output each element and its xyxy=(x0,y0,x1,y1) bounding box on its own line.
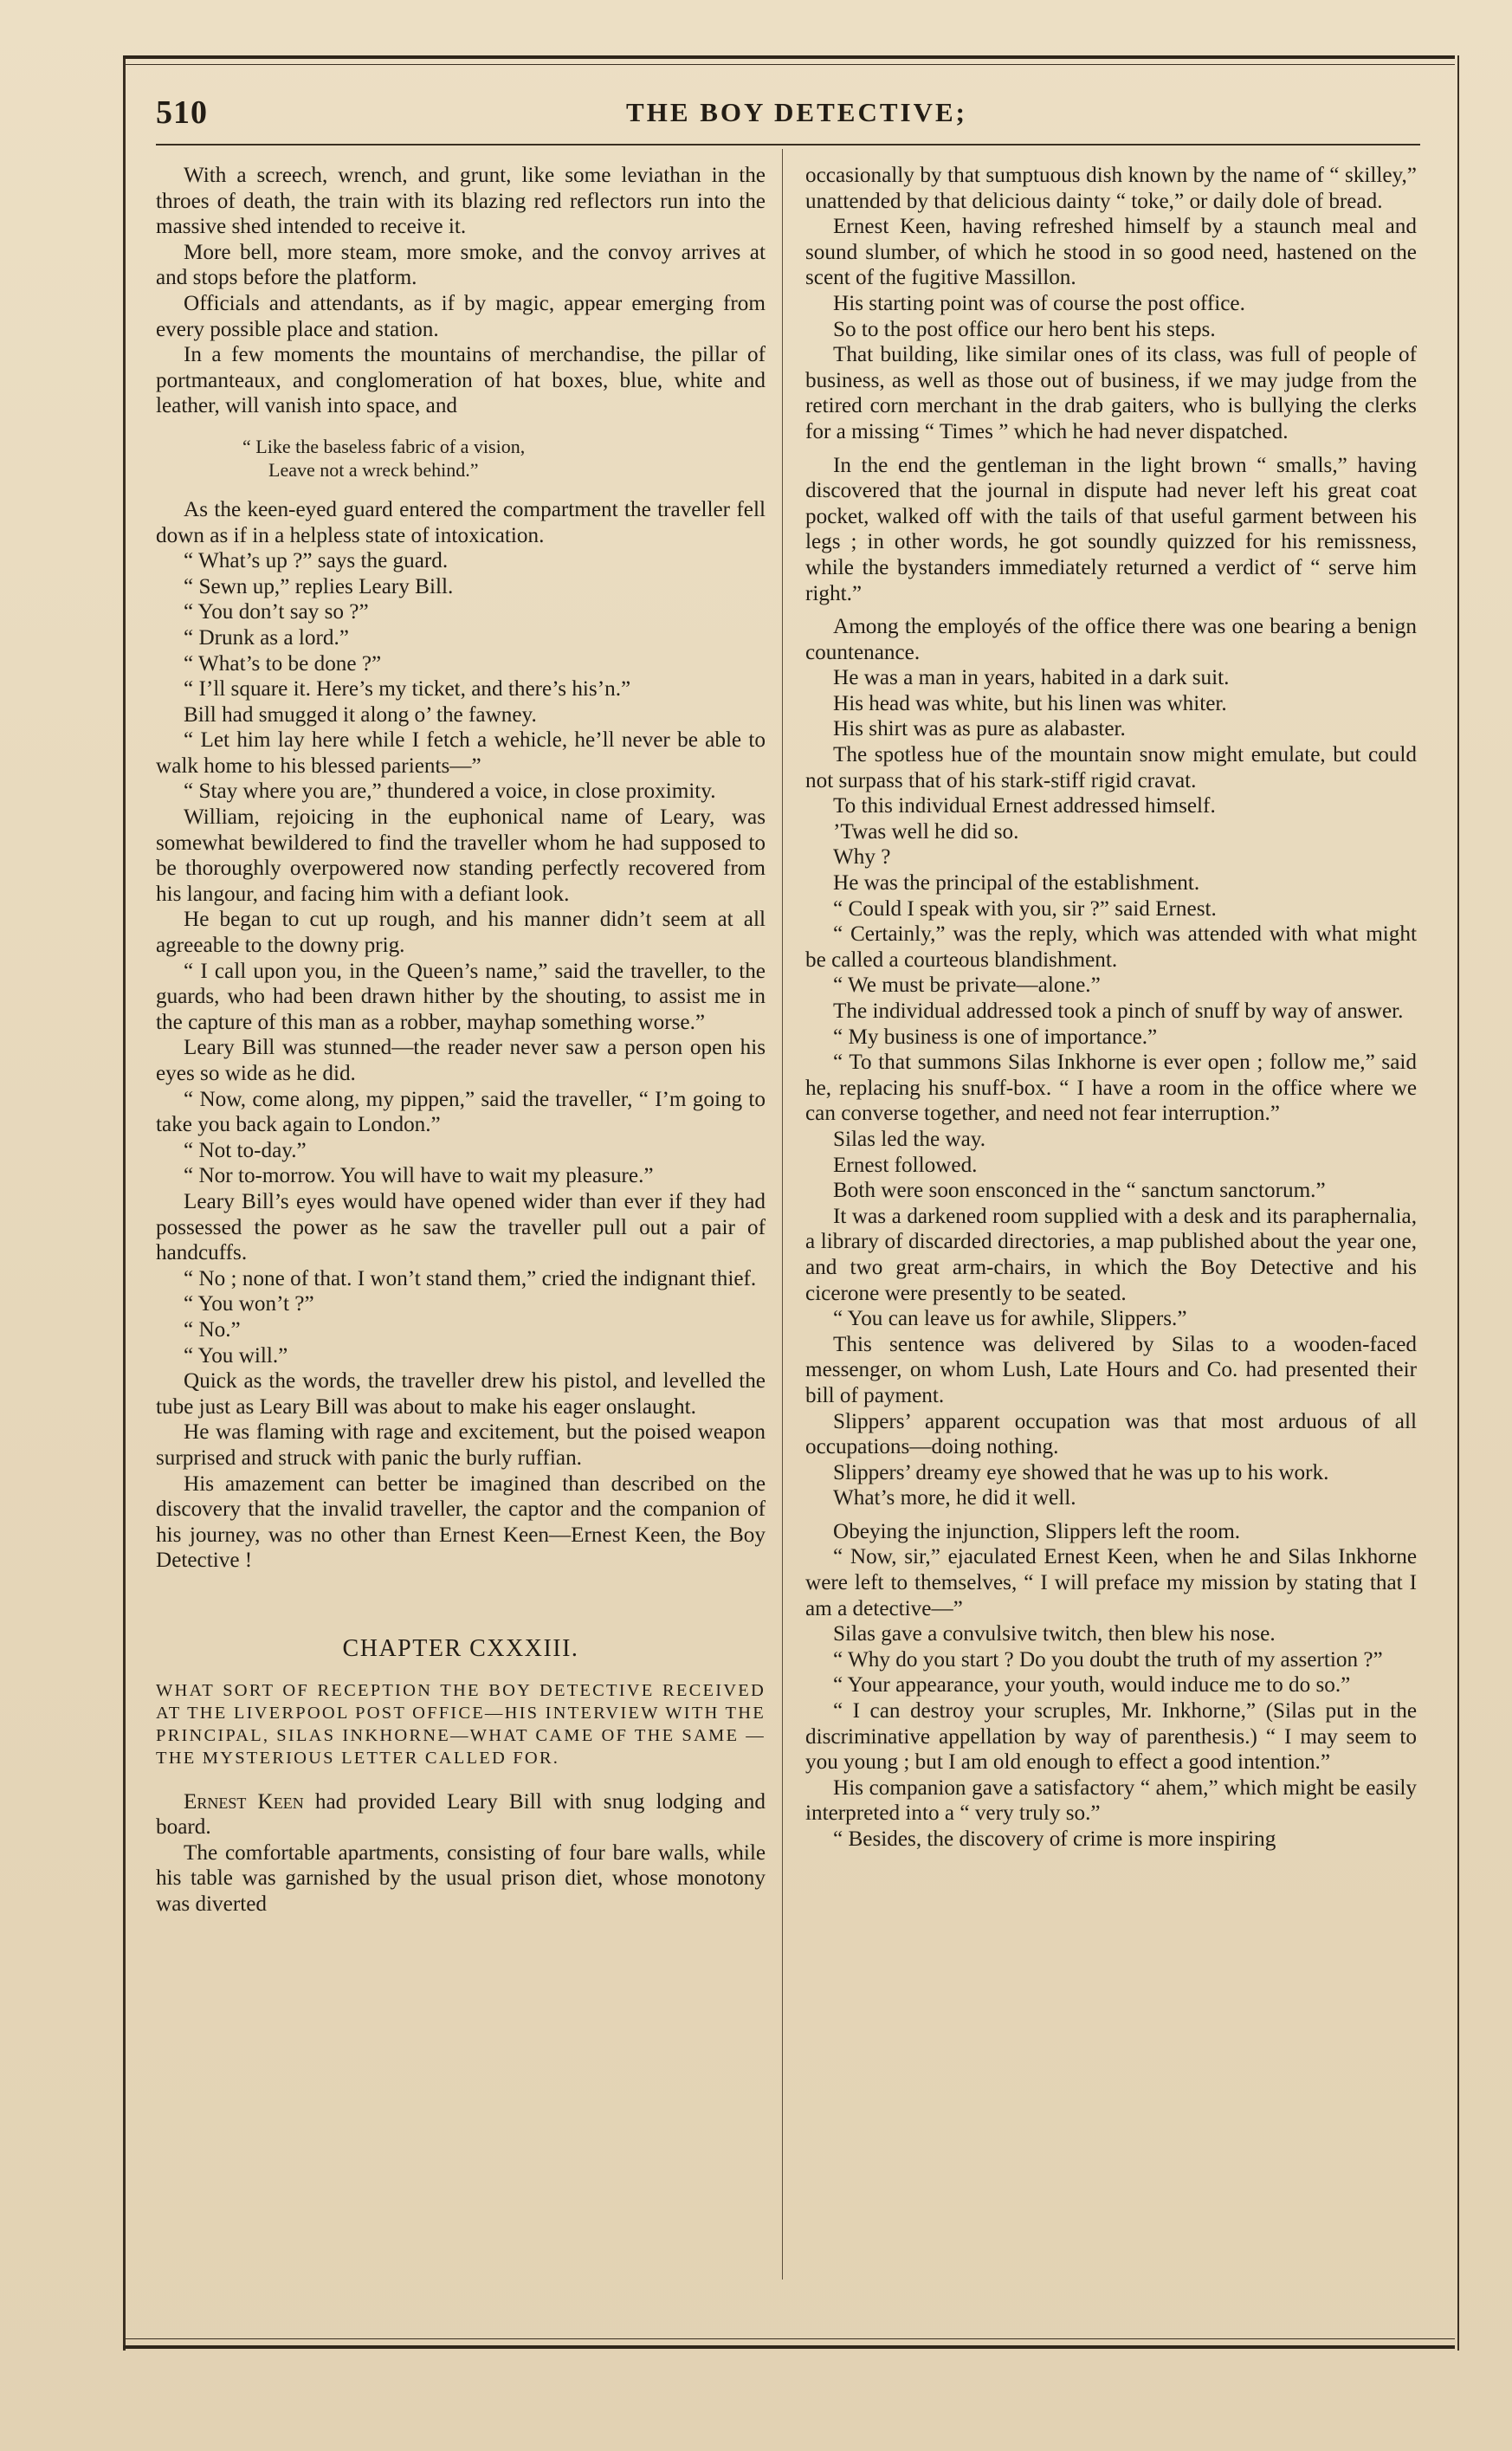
paragraph: “ Sewn up,” replies Leary Bill. xyxy=(184,574,454,598)
paragraph: Bill had smugged it along o’ the fawney. xyxy=(184,702,537,727)
paragraph: Slippers’ apparent occupation was that most arduous of all occupations—doing nothing. xyxy=(805,1409,1417,1459)
paragraph: “ Now, sir,” ejaculated Ernest Keen, when he and Silas Inkhorne were left to themselves, “ I will preface my mission by stating that I am a detective—” xyxy=(805,1545,1417,1620)
paragraph: “ Your appearance, your youth, would induce me to do so.” xyxy=(833,1673,1351,1698)
paragraph: “ Not to-day.” xyxy=(184,1138,307,1162)
page-number: 510 xyxy=(156,94,208,131)
paragraph: “ Now, come along, my pippen,” said the traveller, “ I’m going to take you back again to London.” xyxy=(156,1087,766,1137)
paragraph: Silas led the way. xyxy=(833,1127,986,1151)
paragraph: occasionally by that sumptuous dish known by the name of “ skilley,” unattended by that delicious dainty “ toke,” or daily dole of bread. xyxy=(805,164,1417,213)
paragraph: He began to cut up rough, and his manner didn’t seem at all agreeable to the downy prig. xyxy=(156,908,766,958)
paragraph: “ Let him lay here while I fetch a wehicle, he’ll never be able to walk home to his blessed parients—” xyxy=(156,728,766,778)
top-rule-thin xyxy=(123,64,1455,65)
paragraph: “ What’s to be done ?” xyxy=(184,651,382,676)
paragraph: As the keen-eyed guard entered the compartment the traveller fell down as if in a helpless state of intoxication. xyxy=(156,497,766,547)
paragraph: ’Twas well he did so. xyxy=(833,819,1019,844)
paragraph: Leary Bill’s eyes would have opened wider than ever if they had possessed the power as he saw the traveller pull out a pair of handcuffs. xyxy=(156,1189,766,1265)
paragraph: The spotless hue of the mountain snow might emulate, but could not surpass that of his stark-stiff rigid cravat. xyxy=(805,743,1417,792)
bottom-rule-thin xyxy=(123,2338,1455,2339)
paragraph: “ I can destroy your scruples, Mr. Inkhorne,” (Silas put in the discriminative appellation by way of parenthesis.) “ I may seem to you young ; but I am old enough to effect a good intention.” xyxy=(805,1699,1417,1775)
paragraph: His companion gave a satisfactory “ ahem,” which might be easily interpreted into a “ very truly so.” xyxy=(805,1775,1417,1826)
paragraph: “ To that summons Silas Inkhorne is ever open ; follow me,” said he, replacing his snuff-box. “ I have a room in the office where we can converse together, and need not fear interruption.” xyxy=(805,1051,1417,1126)
paragraph: The individual addressed took a pinch of snuff by way of answer. xyxy=(833,999,1404,1023)
verse-line: Leave not a wreck behind.” xyxy=(268,458,479,481)
paragraph: His head was white, but his linen was whiter. xyxy=(833,691,1227,715)
paragraph: William, rejoicing in the euphonical name of Leary, was somewhat bewildered to find the traveller whom he had supposed to be thoroughly overpowered now standing perfectly recovered from his langour, and facing him with a defiant look. xyxy=(156,805,766,906)
paragraph: “ I call upon you, in the Queen’s name,” said the traveller, to the guards, who had been drawn hither by the shouting, to assist me in the capture of this man as a robber, mayhap something worse.” xyxy=(156,959,766,1034)
paragraph: “ You don’t say so ?” xyxy=(184,600,369,624)
paragraph: “ You won’t ?” xyxy=(184,1292,314,1316)
left-column xyxy=(156,163,766,1917)
paragraph: “ Nor to-morrow. You will have to wait my pleasure.” xyxy=(184,1164,654,1188)
paragraph: His shirt was as pure as alabaster. xyxy=(833,717,1126,741)
verse-quote xyxy=(242,435,766,482)
paragraph: Ernest followed. xyxy=(833,1153,978,1177)
top-rule xyxy=(123,55,1455,59)
chapter-opening-name: Ernest Keen xyxy=(184,1789,304,1814)
paragraph: “ Could I speak with you, sir ?” said Ernest. xyxy=(833,896,1217,921)
paragraph: His starting point was of course the post office. xyxy=(833,291,1245,315)
paragraph: So to the post office our hero bent his steps. xyxy=(833,317,1216,341)
paragraph: The comfortable apartments, consisting of four bare walls, while his table was garnished by the usual prison diet, whose monotony was diverted xyxy=(156,1840,766,1917)
paragraph: “ We must be private—alone.” xyxy=(833,973,1101,998)
paragraph: In the end the gentleman in the light brown “ smalls,” having discovered that the journal in dispute had never left his great coat pocket, walked off with the tails of that useful garment between his legs ; in other words, he got soundly quizzed for his remissness, while the bystanders immediately returned a verdict of “ serve him right.” xyxy=(805,453,1417,605)
paragraph: Quick as the words, the traveller drew his pistol, and levelled the tube just as Leary Bill was about to make his eager onslaught. xyxy=(156,1369,766,1419)
header-rule xyxy=(156,144,1420,146)
paragraph: “ Drunk as a lord.” xyxy=(184,625,349,650)
paragraph: Both were soon ensconced in the “ sanctum sanctorum.” xyxy=(833,1179,1326,1203)
paragraph: Silas gave a convulsive twitch, then blew his nose. xyxy=(833,1622,1276,1646)
paragraph: He was the principal of the establishment. xyxy=(833,871,1200,896)
bottom-rule xyxy=(123,2345,1455,2349)
paragraph: Leary Bill was stunned—the reader never saw a person open his eyes so wide as he did. xyxy=(156,1036,766,1085)
paragraph: “ No ; none of that. I won’t stand them,” cried the indignant thief. xyxy=(184,1266,757,1290)
paragraph: That building, like similar ones of its class, was full of people of business, as well as those out of business, if we may judge from the retired corn merchant in the drab gaiters, who is bullying the clerks for a missing “ Times ” which he had never dispatched. xyxy=(805,343,1417,443)
paragraph: Among the employés of the office there was one bearing a benign countenance. xyxy=(805,615,1417,664)
paragraph: Obeying the injunction, Slippers left the room. xyxy=(833,1519,1241,1543)
paragraph: What’s more, he did it well. xyxy=(833,1486,1076,1510)
chapter-summary: WHAT SORT OF RECEPTION THE BOY DETECTIVE RECEIVED AT THE LIVERPOOL POST OFFICE—HIS INTERVIEW WITH THE PRINCIPAL, SILAS INKHORNE—WHAT CAME OF THE SAME — THE MYSTERIOUS LETTER CALLED FOR. xyxy=(156,1681,766,1768)
paragraph: Why ? xyxy=(833,845,891,870)
paragraph: Officials and attendants, as if by magic, appear emerging from every possible place and station. xyxy=(156,291,766,341)
paragraph: “ You can leave us for awhile, Slippers.” xyxy=(833,1307,1187,1331)
paragraph: “ I’ll square it. Here’s my ticket, and there’s his’n.” xyxy=(184,677,631,702)
paragraph: “ Why do you start ? Do you doubt the truth of my assertion ?” xyxy=(833,1647,1383,1672)
paragraph: More bell, more steam, more smoke, and the convoy arrives at and stops before the platform. xyxy=(156,240,766,290)
paragraph: “ My business is one of importance.” xyxy=(833,1025,1158,1049)
right-column xyxy=(805,163,1417,1853)
paragraph: “ No.” xyxy=(184,1317,241,1342)
paragraph: His amazement can better be imagined than described on the discovery that the invalid traveller, the captor and the companion of his journey, was no other than Ernest Keen—Ernest Keen, the Boy Detective ! xyxy=(156,1471,766,1573)
paragraph: He was flaming with rage and excitement, but the poised weapon surprised and struck with panic the burly ruffian. xyxy=(156,1420,766,1470)
chapter-opening-text: had provided Leary Bill with snug lodging and board. xyxy=(156,1789,766,1840)
paragraph: To this individual Ernest addressed himself. xyxy=(833,794,1216,818)
chapter-title: CHAPTER CXXXIII. xyxy=(342,1634,579,1662)
paragraph: It was a darkened room supplied with a desk and its paraphernalia, a library of discarded directories, a map published about the year one, and two great arm-chairs, in which the Boy Detective and his cicerone were presently to be seated. xyxy=(805,1204,1417,1305)
chapter-opening-paragraph xyxy=(156,1789,766,1840)
paragraph: “ Besides, the discovery of crime is more inspiring xyxy=(833,1827,1276,1851)
paragraph: “ Stay where you are,” thundered a voice, in close proximity. xyxy=(184,779,716,804)
paragraph: “ What’s up ?” says the guard. xyxy=(184,549,449,573)
paragraph: “ Certainly,” was the reply, which was attended with what might be called a courteous blandishment. xyxy=(805,922,1417,972)
paragraph: Ernest Keen, having refreshed himself by a staunch meal and sound slumber, of which he stood in so good need, hastened on the scent of the fugitive Massillon. xyxy=(805,215,1417,290)
paragraph: This sentence was delivered by Silas to a wooden-faced messenger, on whom Lush, Late Hours and Co. had presented their bill of payment. xyxy=(805,1332,1417,1407)
verse-line: “ Like the baseless fabric of a vision, xyxy=(242,435,526,457)
running-title: THE BOY DETECTIVE; xyxy=(626,97,967,127)
paragraph: Slippers’ dreamy eye showed that he was up to his work. xyxy=(833,1460,1329,1484)
paragraph: He was a man in years, habited in a dark suit. xyxy=(833,666,1230,690)
paragraph: With a screech, wrench, and grunt, like some leviathan in the throes of death, the train with its blazing red reflectors run into the massive shed intended to receive it. xyxy=(156,164,766,239)
paragraph: “ You will.” xyxy=(184,1343,288,1368)
column-divider xyxy=(782,149,783,2280)
paragraph: In a few moments the mountains of merchandise, the pillar of portmanteaux, and conglomeration of hat boxes, blue, white and leather, will vanish into space, and xyxy=(156,343,766,418)
